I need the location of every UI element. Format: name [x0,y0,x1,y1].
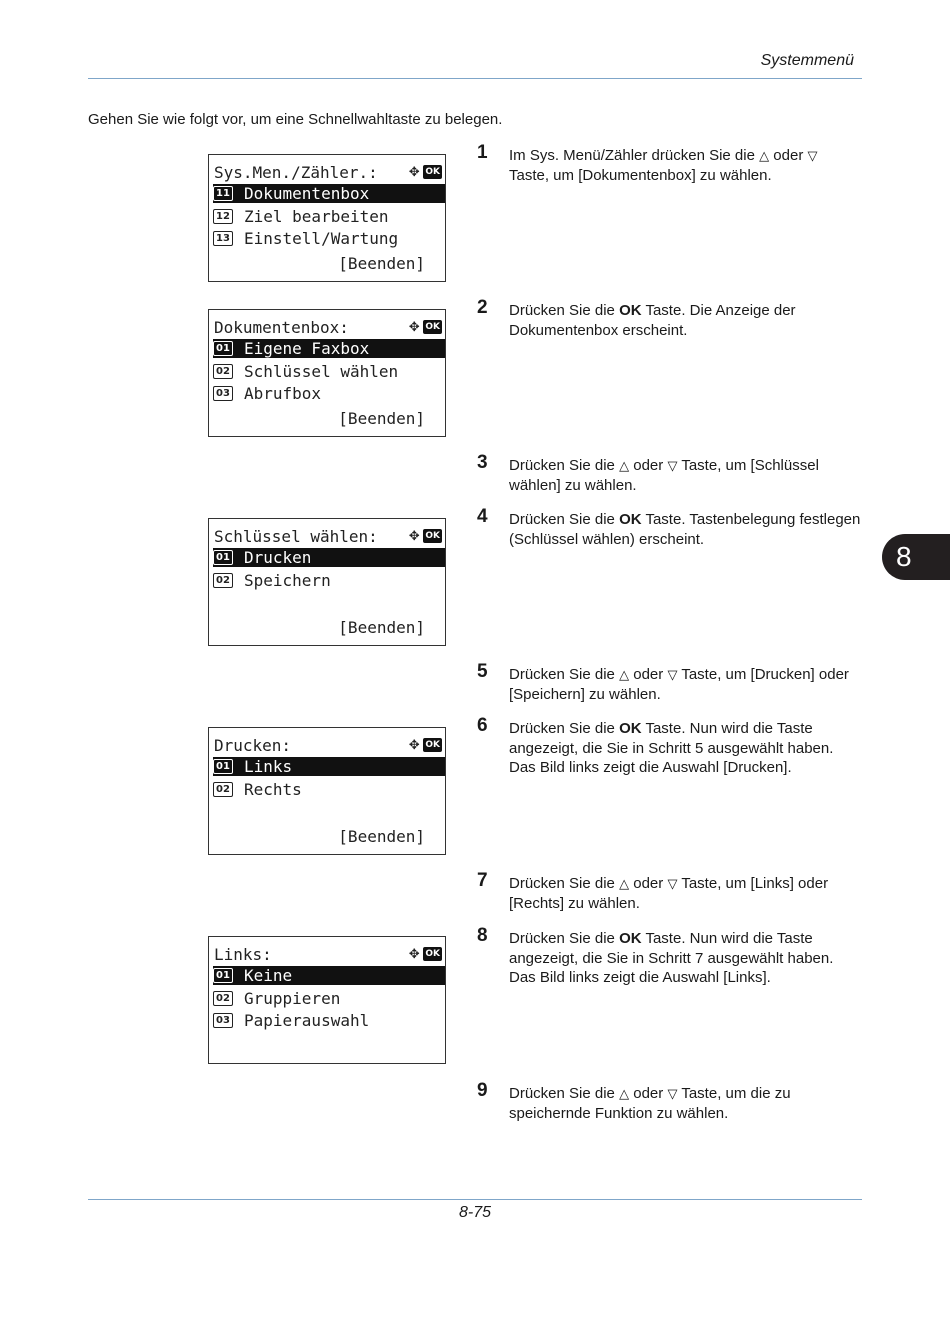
footer-rule [88,1199,862,1200]
lcd-title: Schlüssel wählen: [214,527,378,546]
chapter-tab: 8 [882,534,950,580]
lcd-icons [409,945,442,962]
row-label: Dokumentenbox [244,184,370,203]
cross-arrow-icon: ✥ [409,734,420,754]
row-number: 03 [213,1013,233,1028]
step-number: 2 [477,297,488,318]
step-number: 9 [477,1080,488,1101]
lcd-row [213,780,445,799]
lcd-row [213,207,445,226]
cross-arrow-icon: ✥ [409,943,420,963]
row-label: Links [244,757,293,776]
lcd-icons [409,527,442,544]
up-triangle-icon: △ [759,148,770,163]
row-label: Speichern [244,571,331,590]
page-number: 8-75 [458,1204,492,1221]
lcd-row [213,966,445,985]
row-number: 01 [213,759,233,774]
row-label: Abrufbox [244,384,322,403]
down-triangle-icon: ▽ [667,1086,678,1101]
lcd-icons [409,318,442,335]
step-text: Drücken Sie die OK Taste. Tastenbelegung festlegen (Schlüssel wählen) erscheint. [509,511,861,548]
lcd-row [213,184,445,203]
step-text: Drücken Sie die △ oder ▽ Taste, um die zu speichernde Funktion zu wählen. [509,1085,791,1122]
header-rule [88,78,862,79]
lcd-exit-label: [Beenden] [338,409,425,428]
step-number: 5 [477,661,488,682]
lcd-icons [409,736,442,753]
step-number: 8 [477,925,488,946]
row-number: 03 [213,386,233,401]
lcd-screen-drucken [208,727,446,855]
lcd-row [213,1011,445,1030]
row-label: Ziel bearbeiten [244,207,389,226]
row-label: Eigene Faxbox [244,339,370,358]
row-number: 02 [213,991,233,1006]
step-number: 6 [477,715,488,736]
row-label: Papierauswahl [244,1011,370,1030]
step-number: 7 [477,870,488,891]
lcd-row [213,989,445,1008]
row-label: Gruppieren [244,989,341,1008]
row-number: 01 [213,550,233,565]
row-number: 11 [213,186,233,201]
ok-key-icon: OK [425,739,440,750]
lcd-title: Links: [214,945,272,964]
cross-arrow-icon: ✥ [409,316,420,336]
row-label: Schlüssel wählen [244,362,399,381]
row-label: Keine [244,966,293,985]
up-triangle-icon: △ [619,667,630,682]
step-text: Drücken Sie die OK Taste. Nun wird die Taste angezeigt, die Sie in Schritt 5 ausgewählt haben. Das Bild links zeigt die Auswahl [Drucken]. [509,720,834,776]
lcd-title: Sys.Men./Zähler.: [214,163,378,182]
lcd-row [213,362,445,381]
ok-key-icon: OK [425,530,440,541]
cross-arrow-icon: ✥ [409,161,420,181]
row-label: Einstell/Wartung [244,229,399,248]
lcd-title: Drucken: [214,736,292,755]
intro-text: Gehen Sie wie folgt vor, um eine Schnellwahltaste zu belegen. [88,111,503,128]
ok-key-icon: OK [425,166,440,177]
lcd-row [213,384,445,403]
ok-key-icon: OK [425,321,440,332]
down-triangle-icon: ▽ [807,148,818,163]
up-triangle-icon: △ [619,458,630,473]
down-triangle-icon: ▽ [667,876,678,891]
lcd-row [213,339,445,358]
step-text: Drücken Sie die △ oder ▽ Taste, um [Drucken] oder [Speichern] zu wählen. [509,666,849,703]
row-number: 12 [213,209,233,224]
row-label: Drucken [244,548,312,567]
running-header: Systemmenü [760,52,854,69]
row-number: 02 [213,782,233,797]
lcd-row [213,548,445,567]
step-text: Im Sys. Menü/Zähler drücken Sie die △ oder ▽ Taste, um [Dokumentenbox] zu wählen. [509,147,818,184]
cross-arrow-icon: ✥ [409,525,420,545]
row-number: 02 [213,573,233,588]
lcd-icons [409,163,442,180]
lcd-title: Dokumentenbox: [214,318,349,337]
lcd-screen-links [208,936,446,1064]
up-triangle-icon: △ [619,1086,630,1101]
lcd-row [213,229,445,248]
step-text: Drücken Sie die △ oder ▽ Taste, um [Schlüssel wählen] zu wählen. [509,457,819,494]
lcd-exit-label: [Beenden] [338,827,425,846]
lcd-exit-label: [Beenden] [338,618,425,637]
row-label: Rechts [244,780,302,799]
row-number: 01 [213,341,233,356]
up-triangle-icon: △ [619,876,630,891]
step-text: Drücken Sie die OK Taste. Die Anzeige der Dokumentenbox erscheint. [509,302,796,339]
lcd-row [213,757,445,776]
step-text: Drücken Sie die △ oder ▽ Taste, um [Links] oder [Rechts] zu wählen. [509,875,829,912]
lcd-screen-schluessel [208,518,446,646]
lcd-screen-dokumentenbox [208,309,446,437]
lcd-exit-label: [Beenden] [338,254,425,273]
row-number: 01 [213,968,233,983]
lcd-screen-sysmenu [208,154,446,282]
step-number: 1 [477,142,488,163]
row-number: 13 [213,231,233,246]
lcd-row [213,571,445,590]
step-number: 3 [477,452,488,473]
down-triangle-icon: ▽ [667,458,678,473]
step-number: 4 [477,506,488,527]
down-triangle-icon: ▽ [667,667,678,682]
ok-key-icon: OK [425,948,440,959]
step-text: Drücken Sie die OK Taste. Nun wird die Taste angezeigt, die Sie in Schritt 7 ausgewählt haben. Das Bild links zeigt die Auswahl [Links]. [509,930,834,986]
row-number: 02 [213,364,233,379]
